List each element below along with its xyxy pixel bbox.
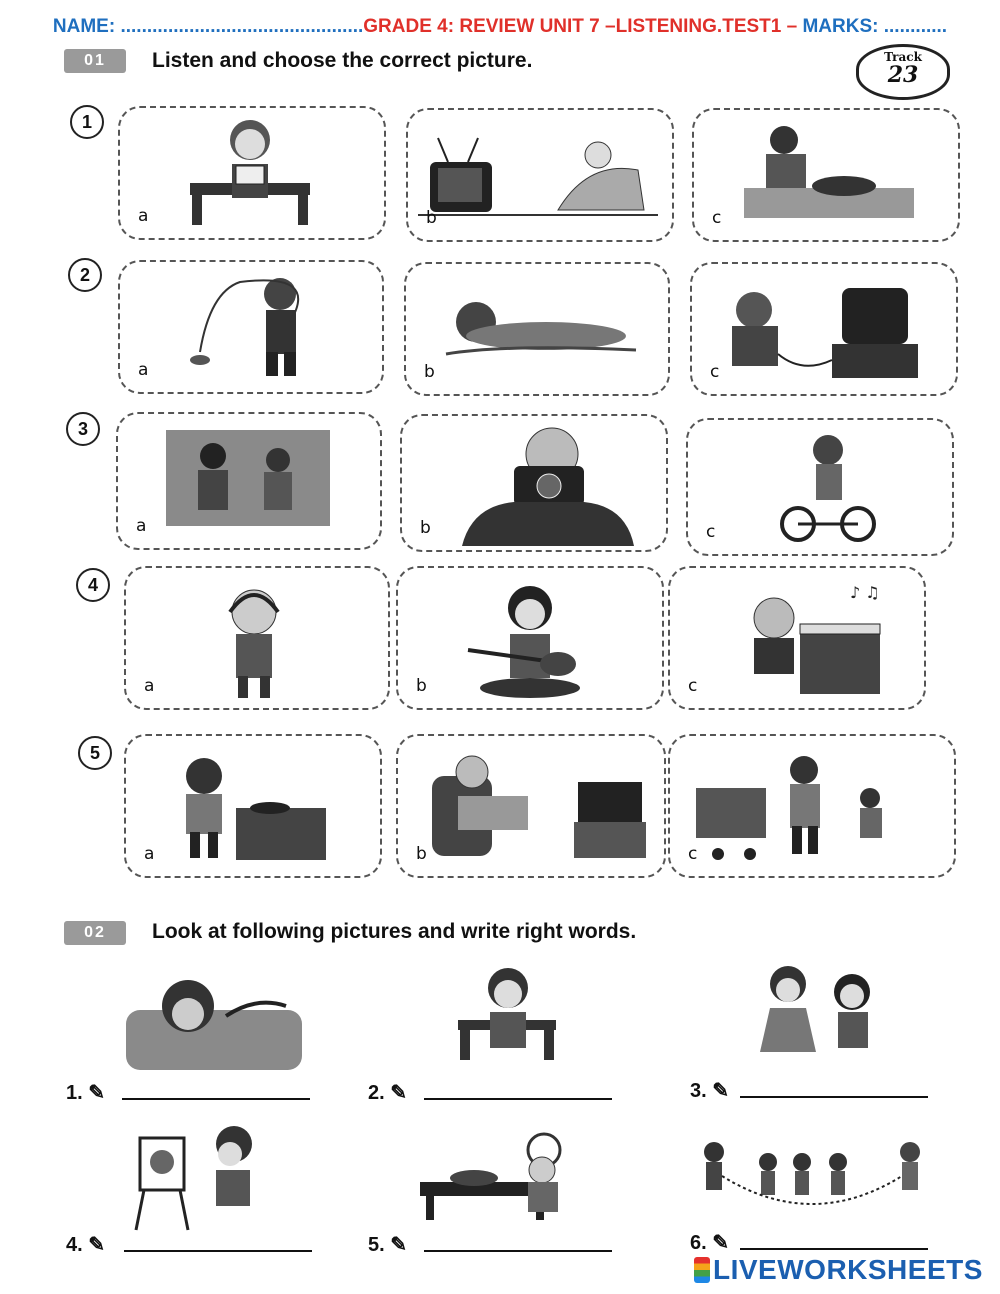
q4-option-c-label: c [688, 676, 698, 696]
boy-fishing-illustration [120, 262, 382, 392]
answer-1-blank[interactable] [122, 1098, 310, 1100]
q2-option-a-card[interactable] [118, 260, 384, 394]
boy-swimming-illustration [406, 264, 668, 394]
q1-option-b-card[interactable] [406, 108, 674, 242]
track-number: 23 [887, 62, 919, 88]
dancing-picture [740, 962, 900, 1070]
worksheet-title: GRADE 4: REVIEW UNIT 7 –LISTENING.TEST1 – [363, 16, 803, 37]
woman-cooking-illustration [694, 110, 958, 240]
family-shopping-illustration [670, 736, 954, 876]
question-3-number: 3 [66, 412, 100, 446]
q3-option-a-label: a [136, 516, 147, 536]
q5-option-a-card[interactable] [124, 734, 382, 878]
q4-option-c-card[interactable] [668, 566, 926, 710]
liveworksheets-logo-icon [694, 1257, 710, 1283]
answer-5-blank[interactable] [424, 1250, 612, 1252]
boy-playing-video-games-illustration [692, 264, 956, 394]
q2-option-c-card[interactable] [690, 262, 958, 396]
girl-cooking-illustration [126, 736, 380, 876]
q4-option-b-card[interactable] [396, 566, 664, 710]
boy-watching-tv-sofa-illustration [398, 736, 664, 876]
q3-option-b-label: b [420, 518, 431, 538]
q5-option-c-card[interactable] [668, 734, 956, 878]
q4-option-b-label: b [416, 676, 427, 696]
answer-6-label: 6. ✎ [690, 1232, 730, 1254]
answer-4-blank[interactable] [124, 1250, 312, 1252]
boy-watching-tv-illustration [408, 110, 672, 240]
question-2-number: 2 [68, 258, 102, 292]
girl-listening-music-illustration [126, 568, 388, 708]
section-2-instruction: Look at following pictures and write right words. [152, 920, 637, 943]
q3-option-a-card[interactable] [116, 412, 382, 550]
answer-6-blank[interactable] [740, 1248, 928, 1250]
children-cooking-illustration [118, 414, 380, 548]
swimming-picture [126, 966, 306, 1076]
painting-picture [130, 1122, 270, 1232]
q1-option-a-card[interactable] [118, 106, 386, 240]
q5-option-a-label: a [144, 844, 155, 864]
q3-option-b-card[interactable] [400, 414, 668, 552]
taking-photo-illustration [402, 416, 666, 550]
q3-option-c-label: c [706, 522, 716, 542]
q2-option-b-card[interactable] [404, 262, 670, 396]
child-reading-illustration [120, 108, 384, 238]
q1-option-a-label: a [138, 206, 149, 226]
answer-1-label: 1. ✎ [66, 1082, 106, 1104]
liveworksheets-logo-text: LIVEWORKSHEETS [713, 1254, 983, 1285]
girl-playing-guitar-illustration [398, 568, 662, 708]
q2-option-b-label: b [424, 362, 435, 382]
liveworksheets-logo[interactable] [694, 1254, 983, 1286]
answer-5-label: 5. ✎ [368, 1234, 408, 1256]
q5-option-b-label: b [416, 844, 427, 864]
answer-3-blank[interactable] [740, 1096, 928, 1098]
svg-text:♪ ♫: ♪ ♫ [850, 583, 880, 602]
q1-option-c-card[interactable] [692, 108, 960, 242]
q5-option-b-card[interactable] [396, 734, 666, 878]
marks-field-label[interactable]: MARKS: ............ [802, 16, 948, 37]
question-1-number: 1 [70, 105, 104, 139]
answer-4-label: 4. ✎ [66, 1234, 106, 1256]
cooking-picture [416, 1124, 596, 1224]
worksheet-header [0, 16, 1000, 38]
answer-2-blank[interactable] [424, 1098, 612, 1100]
q4-option-a-card[interactable] [124, 566, 390, 710]
track-label: Track [884, 50, 922, 64]
q2-option-c-label: c [710, 362, 720, 382]
track-badge [856, 44, 950, 100]
boy-riding-bike-illustration [688, 420, 952, 554]
skipping-rope-picture [692, 1132, 932, 1222]
q1-option-c-label: c [712, 208, 722, 228]
section-1-instruction: Listen and choose the correct picture. [152, 49, 533, 72]
q1-option-b-label: b [426, 208, 437, 228]
question-4-number: 4 [76, 568, 110, 602]
answer-3-label: 3. ✎ [690, 1080, 730, 1102]
q5-option-c-label: c [688, 844, 698, 864]
name-field-label[interactable]: NAME: .............................................. [52, 16, 364, 37]
q4-option-a-label: a [144, 676, 155, 696]
reading-picture [452, 962, 562, 1068]
boy-playing-piano-illustration [670, 568, 924, 708]
section-2-badge: 02 [64, 921, 126, 945]
q2-option-a-label: a [138, 360, 149, 380]
answer-2-label: 2. ✎ [368, 1082, 408, 1104]
section-1-badge: 01 [64, 49, 126, 73]
q3-option-c-card[interactable] [686, 418, 954, 556]
question-5-number: 5 [78, 736, 112, 770]
